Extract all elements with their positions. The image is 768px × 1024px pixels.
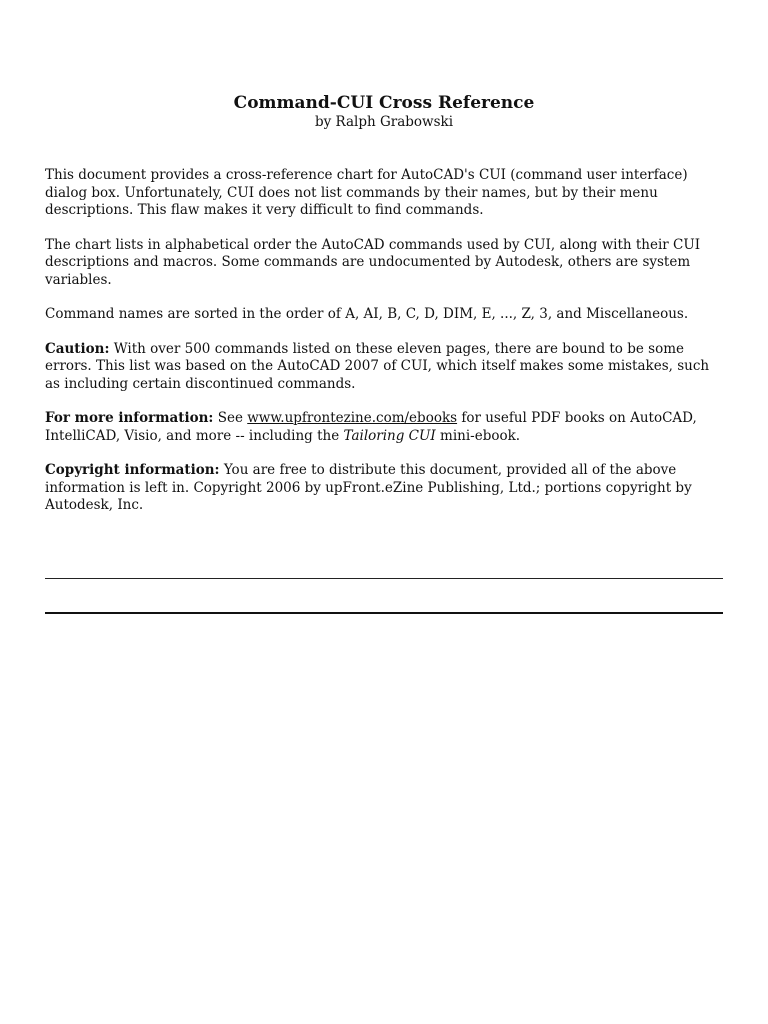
document-author: by Ralph Grabowski xyxy=(314,114,454,130)
more-info-label: For more information: xyxy=(45,410,214,426)
more-info-mid: for useful PDF books on AutoCAD, IntelliCAD, Visio, and more -- including the xyxy=(45,410,697,444)
copyright-text: You are free to distribute this document, provided all of the above information is left in. Copyright 2006 by upFront.eZine Publishing, Ltd.; portions copyright by Autodesk, Inc. xyxy=(45,462,692,513)
sorting-paragraph: Command names are sorted in the order of A, AI, B, C, D, DIM, E, ..., Z, 3, and Miscellaneous. xyxy=(45,306,689,322)
book-title: Tailoring CUI xyxy=(343,427,436,444)
caution-paragraph xyxy=(45,341,725,394)
more-info-paragraph xyxy=(45,410,725,445)
more-info-post: mini-ebook. xyxy=(435,427,521,444)
intro-paragraph: This document provides a cross-reference chart for AutoCAD's CUI (command user interface) dialog box. Unfortunately, CUI does not list commands by their names, but by their menu descriptions. This flaw makes it very difficult to find commands. xyxy=(45,167,688,218)
chart-paragraph: The chart lists in alphabetical order the AutoCAD commands used by CUI, along with their CUI descriptions and macros. Some commands are undocumented by Autodesk, others are system variables. xyxy=(45,236,701,288)
copyright-label: Copyright information: xyxy=(45,462,220,478)
document-body xyxy=(45,167,725,532)
ebooks-link[interactable]: www.upfrontezine.com/ebooks xyxy=(247,410,458,426)
document-title: Command-CUI Cross Reference xyxy=(233,93,535,113)
copyright-paragraph xyxy=(45,462,725,515)
divider-thick xyxy=(45,612,723,614)
more-info-pre: See xyxy=(213,410,248,426)
caution-label: Caution: xyxy=(45,340,110,357)
caution-text: With over 500 commands listed on these eleven pages, there are bound to be some errors. This list was based on the AutoCAD 2007 of CUI, which itself makes some mistakes, such as including certain discontinued commands. xyxy=(45,340,710,392)
divider-thin xyxy=(45,578,723,579)
